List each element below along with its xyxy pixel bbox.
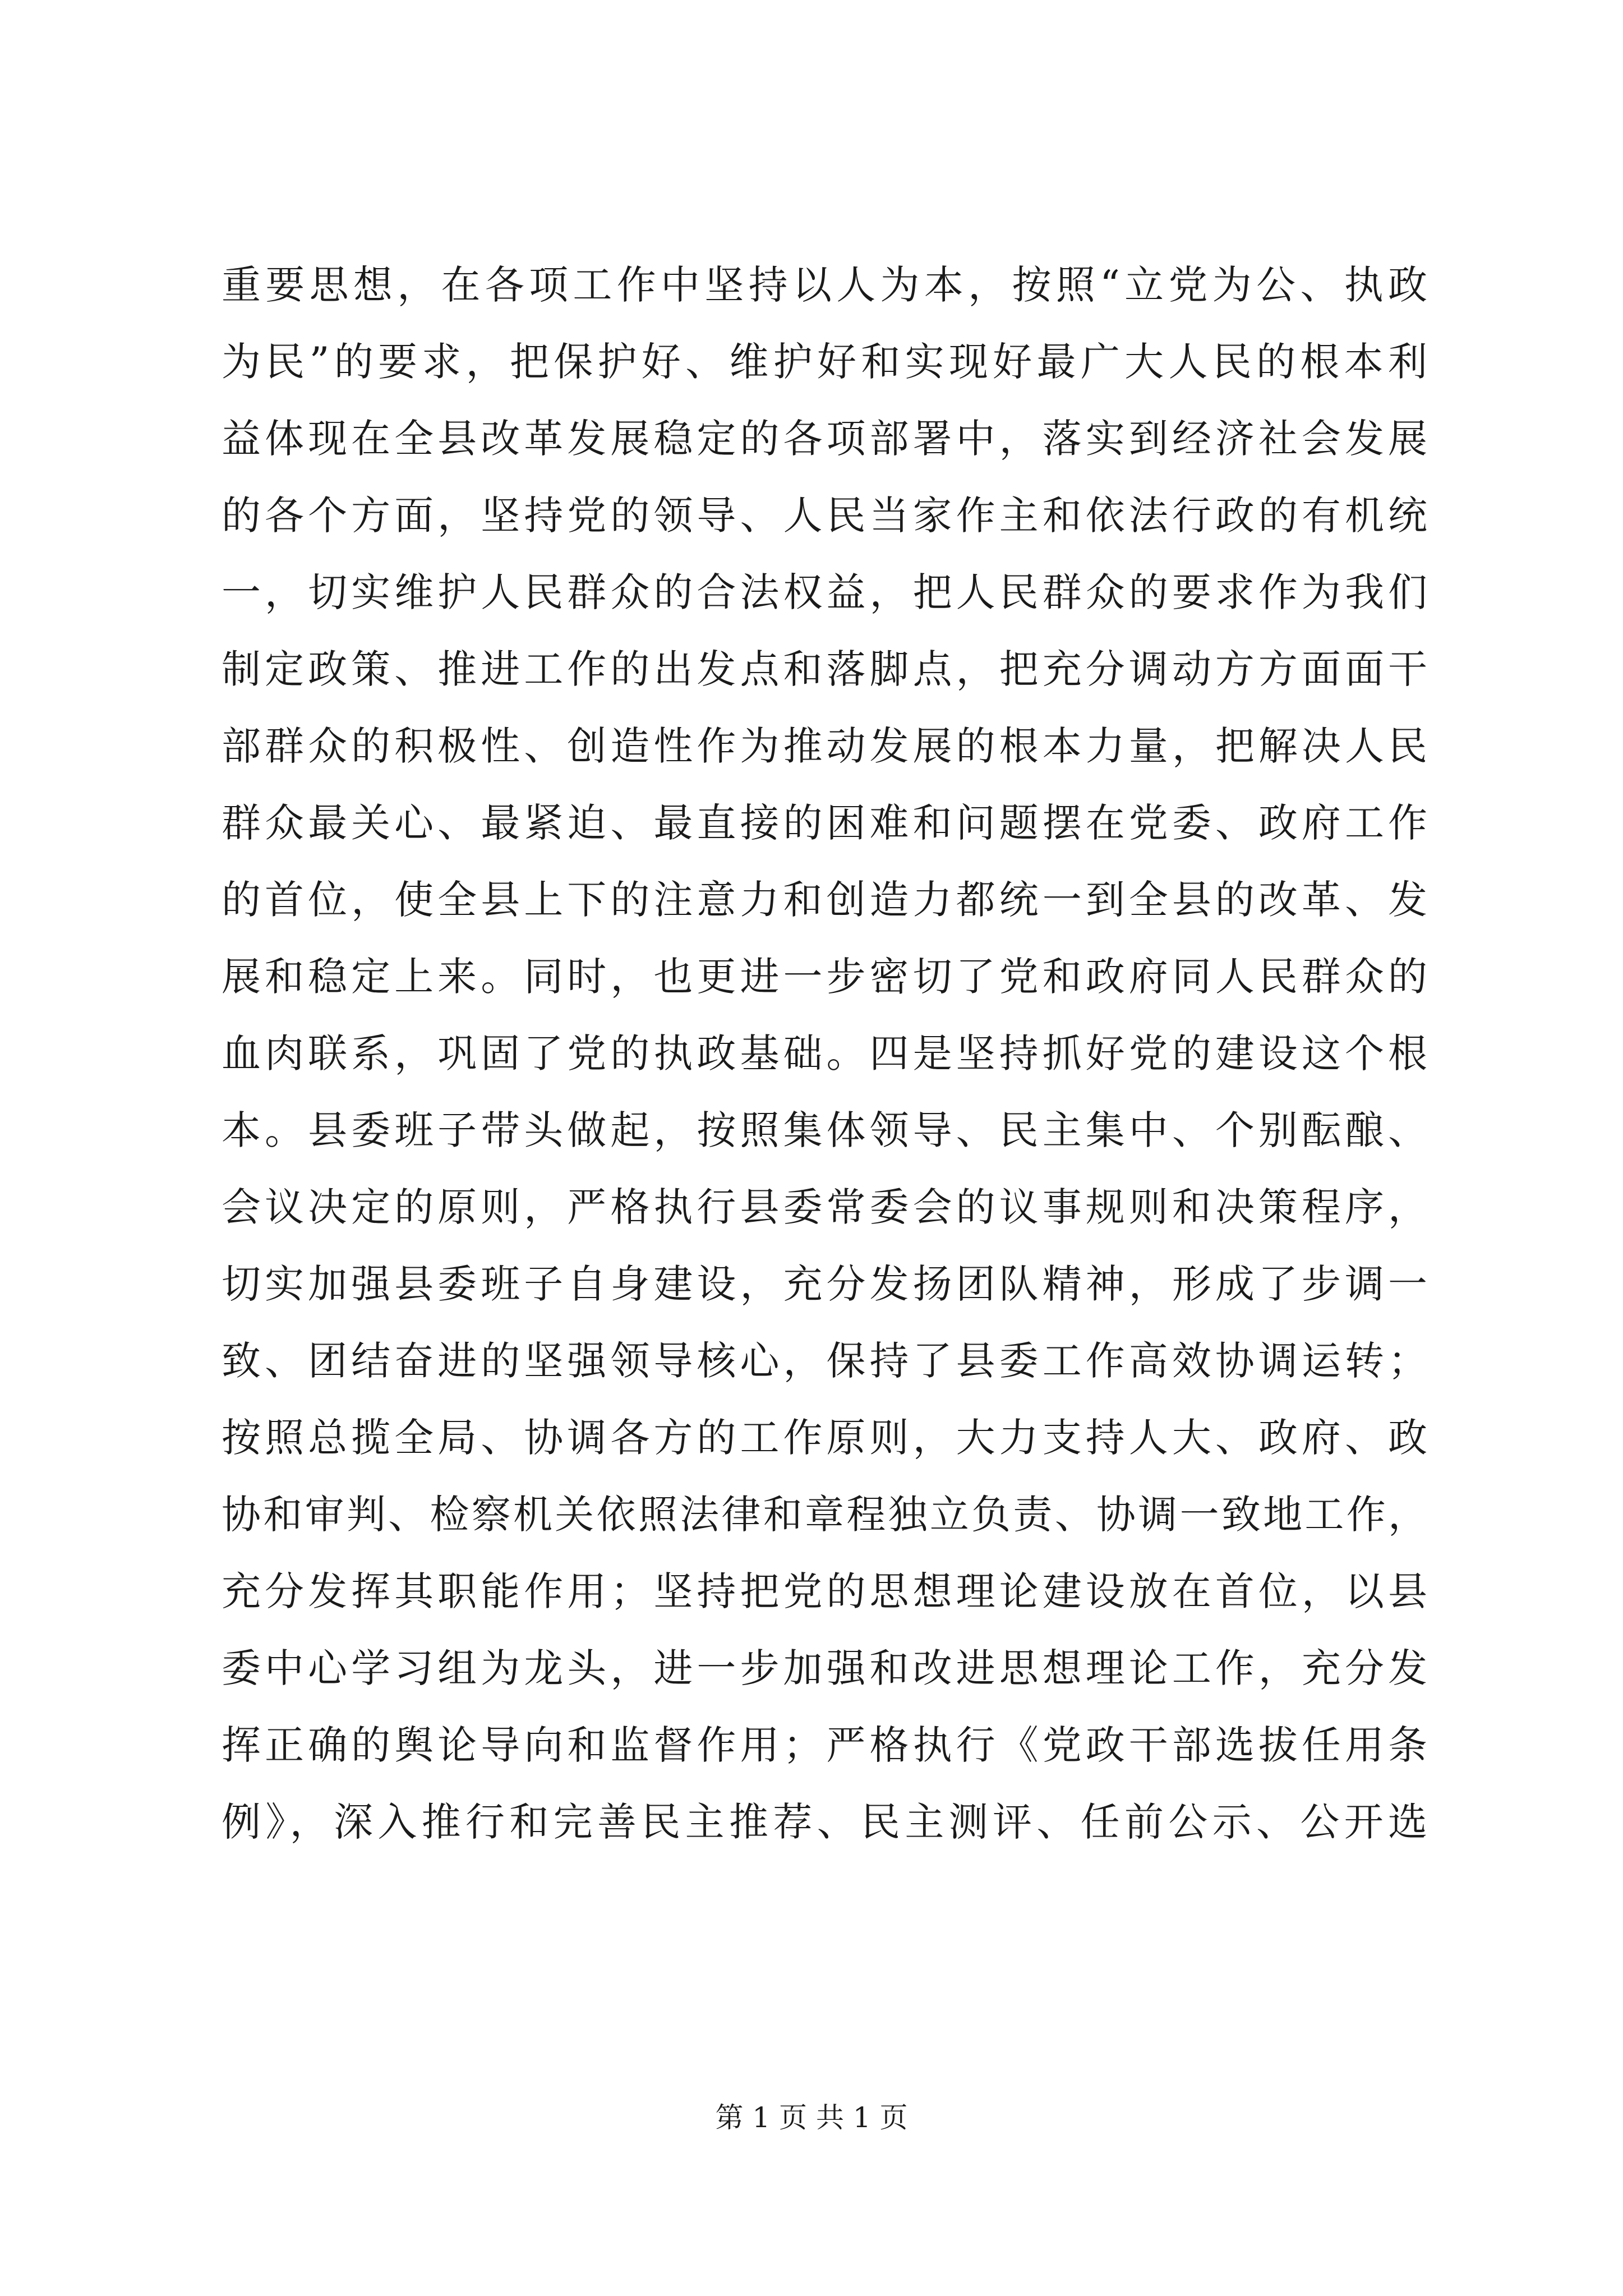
text-line: 制定政策、推进工作的出发点和落脚点，把充分调动方方面面干 <box>222 646 1427 692</box>
text-line: 会议决定的原则，严格执行县委常委会的议事规则和决策程序， <box>222 1184 1427 1230</box>
text-line: 本。县委班子带头做起，按照集体领导、民主集中、个别酝酿、 <box>222 1107 1427 1153</box>
text-line: 为民”的要求，把保护好、维护好和实现好最广大人民的根本利 <box>222 339 1427 385</box>
page-number-label: 第 1 页 共 1 页 <box>715 2101 908 2134</box>
text-line: 挥正确的舆论导向和监督作用；严格执行《党政干部选拔任用条 <box>222 1722 1427 1768</box>
text-line: 的各个方面，坚持党的领导、人民当家作主和依法行政的有机统 <box>222 493 1427 539</box>
page-footer <box>0 2098 1623 2137</box>
text-line: 重要思想，在各项工作中坚持以人为本，按照“立党为公、执政 <box>222 262 1427 308</box>
text-line: 例》，深入推行和完善民主推荐、民主测评、任前公示、公开选 <box>222 1799 1427 1845</box>
text-line: 委中心学习组为龙头，进一步加强和改进思想理论工作，充分发 <box>222 1645 1427 1691</box>
text-line: 一，切实维护人民群众的合法权益，把人民群众的要求作为我们 <box>222 569 1427 615</box>
text-line: 切实加强县委班子自身建设，充分发扬团队精神，形成了步调一 <box>222 1261 1427 1307</box>
body-text <box>222 247 1427 1861</box>
text-line: 部群众的积极性、创造性作为推动发展的根本力量，把解决人民 <box>222 723 1427 769</box>
text-line: 充分发挥其职能作用；坚持把党的思想理论建设放在首位，以县 <box>222 1568 1427 1614</box>
text-line: 血肉联系，巩固了党的执政基础。四是坚持抓好党的建设这个根 <box>222 1030 1427 1076</box>
text-line: 展和稳定上来。同时，也更进一步密切了党和政府同人民群众的 <box>222 954 1427 1000</box>
text-line: 协和审判、检察机关依照法律和章程独立负责、协调一致地工作， <box>222 1492 1427 1538</box>
text-line: 致、团结奋进的坚强领导核心，保持了县委工作高效协调运转； <box>222 1338 1427 1384</box>
text-line: 按照总揽全局、协调各方的工作原则，大力支持人大、政府、政 <box>222 1415 1427 1461</box>
text-line: 群众最关心、最紧迫、最直接的困难和问题摆在党委、政府工作 <box>222 800 1427 846</box>
text-line: 的首位，使全县上下的注意力和创造力都统一到全县的改革、发 <box>222 877 1427 923</box>
text-line: 益体现在全县改革发展稳定的各项部署中，落实到经济社会发展 <box>222 416 1427 462</box>
